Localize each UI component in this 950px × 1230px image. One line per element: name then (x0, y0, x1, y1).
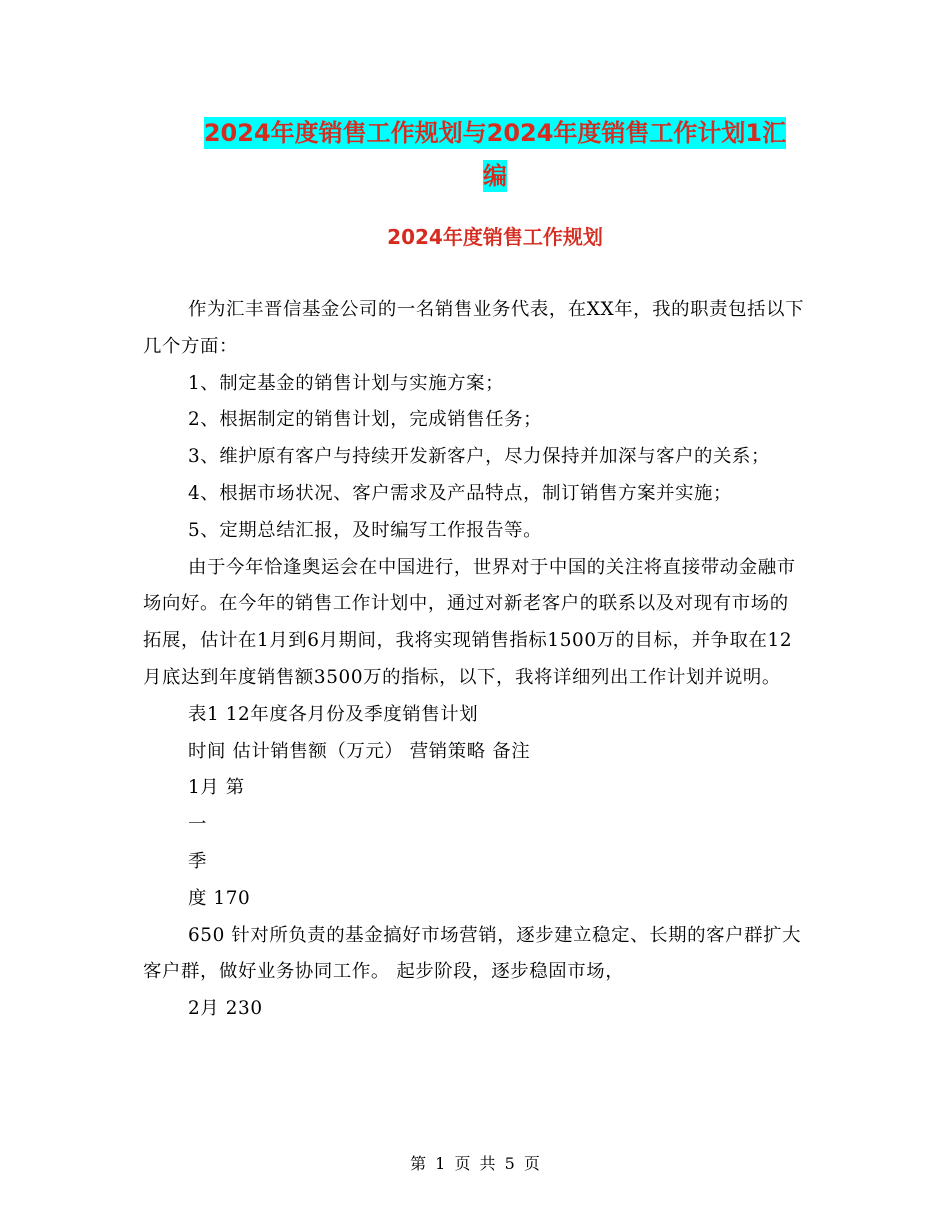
list-item: 3、维护原有客户与持续开发新客户，尽力保持并加深与客户的关系； (188, 446, 771, 468)
document-body (143, 292, 807, 1028)
section-title: 2024年度销售工作规划 (387, 225, 603, 249)
table-row: 1月 第 (188, 777, 245, 799)
table-caption: 表1 12年度各月份及季度销售计划 (188, 703, 479, 725)
table-row: 一 (188, 814, 207, 836)
title-line-1: 2024年度销售工作规划与2024年度销售工作计划1汇 (203, 119, 787, 147)
title-line-2: 编 (483, 162, 507, 190)
list-item: 2、根据制定的销售计划，完成销售任务； (188, 409, 543, 431)
list-item: 5、定期总结汇报，及时编写工作报告等。 (188, 519, 543, 541)
table-header: 时间 估计销售额（万元） 营销策略 备注 (188, 740, 531, 762)
page-footer: 第 1 页 共 5 页 (410, 1154, 540, 1173)
paragraph: 作为汇丰晋信基金公司的一名销售业务代表，在XX年，我的职责包括以下几个方面： (143, 299, 805, 357)
table-row: 2月 230 (188, 998, 263, 1020)
list-item: 1、制定基金的销售计划与实施方案； (188, 372, 505, 394)
table-row: 度 170 (188, 887, 251, 909)
list-item: 4、根据市场状况、客户需求及产品特点，制订销售方案并实施； (188, 482, 733, 504)
table-row: 季 (188, 850, 207, 872)
document-title (140, 112, 850, 198)
paragraph: 由于今年恰逢奥运会在中国进行，世界对于中国的关注将直接带动金融市场向好。在今年的销售工作计划中，通过对新老客户的联系以及对现有市场的拓展，估计在1月到6月期间，我将实现销售指标1500万的目标，并争取在12月底达到年度销售额3500万的指标，以下，我将详细列出工作计划并说明。 (143, 556, 796, 688)
table-row: 650 针对所负责的基金搞好市场营销，逐步建立稳定、长期的客户群扩大客户群，做好业务协同工作。 起步阶段，逐步稳固市场， (143, 924, 802, 983)
